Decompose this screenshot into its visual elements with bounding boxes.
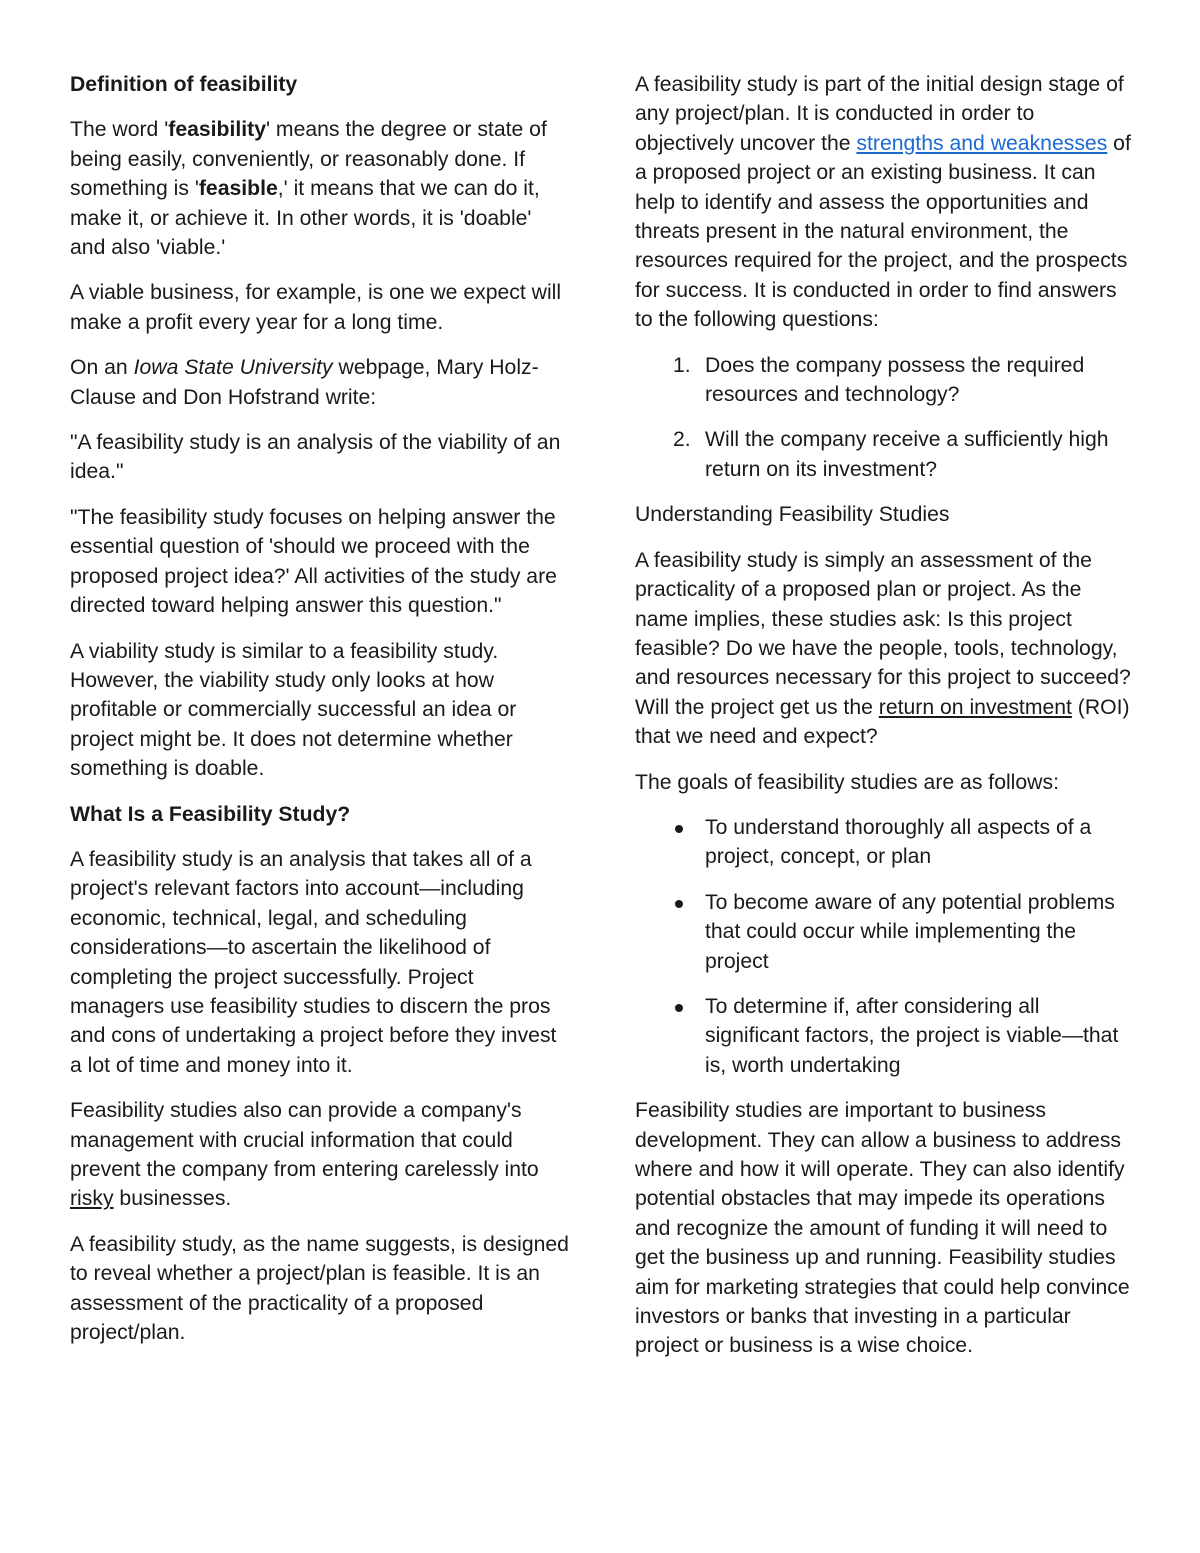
paragraph-name-suggests: A feasibility study, as the name suggests, is designed to reveal whether a project/plan is feasible. It is an assessment of the practicality of a proposed project/plan. xyxy=(70,1232,569,1345)
heading-what-is: What Is a Feasibility Study? xyxy=(70,802,351,826)
questions-list xyxy=(635,351,1135,485)
paragraph-feasibility-definition: The word 'feasibility' means the degree or state of being easily, conveniently, or reasonably done. If something is 'feasible,' it means that we can do it, make it, or achieve it. In other words, it is 'doable' and also 'viable.' xyxy=(70,118,547,260)
bullet-icon xyxy=(675,900,683,908)
italic-university-name: Iowa State University xyxy=(133,356,333,380)
left-column xyxy=(70,70,570,1363)
bold-term-feasibility: feasibility xyxy=(168,118,266,142)
bullet-icon xyxy=(675,825,683,833)
quote-analysis: "A feasibility study is an analysis of the viability of an idea." xyxy=(70,431,561,484)
bullet-icon xyxy=(675,1004,683,1012)
paragraph-goals-intro: The goals of feasibility studies are as follows: xyxy=(635,770,1059,794)
link-strengths-weaknesses[interactable]: strengths and weaknesses xyxy=(856,131,1108,155)
heading-definition: Definition of feasibility xyxy=(70,73,298,96)
goals-list xyxy=(635,813,1135,1080)
paragraph-business-development: Feasibility studies are important to business development. They can allow a business to address where and how it will operate. They can also identify potential obstacles that may impede its operations and recognize the amount of funding it will need to get the business up and running. Feasibility studies aim for marketing strategies that could help convince investors or banks that investing in a particular project or business is a wise choice. xyxy=(635,1099,1130,1358)
paragraph-analysis-factors: A feasibility study is an analysis that takes all of a project's relevant factors into account—including economic, technical, legal, and scheduling considerations—to ascertain the likelihood of completing the project successfully. Project managers use feasibility studies to discern the pros and cons of undertaking a project before they invest a lot of time and money into it. xyxy=(70,847,557,1077)
list-item: 1. Does the company possess the required resources and technology? xyxy=(673,353,1085,407)
list-item: To understand thoroughly all aspects of a project, concept, or plan xyxy=(635,813,1135,872)
paragraph-practicality: A feasibility study is simply an assessment of the practicality of a proposed plan or project. As the name implies, these studies ask: Is this project feasible? Do we have the people, tools, technology, and resources necessary for this project to succeed? Will the project get us the return on investment (ROI) that we need and expect? xyxy=(635,548,1131,749)
list-item: To become aware of any potential problems that could occur while implementing the project xyxy=(635,888,1135,976)
bold-term-feasible: feasible xyxy=(198,177,278,201)
paragraph-initial-design: A feasibility study is part of the initial design stage of any project/plan. It is conducted in order to objectively uncover the strengths and weaknesses of a proposed project or an existing business. It can help to identify and assess the opportunities and threats present in the natural environment, the resources required for the project, and the prospects for success. It is conducted in order to find answers to the following questions: xyxy=(635,73,1131,332)
quote-essential-question: "The feasibility study focuses on helping answer the essential question of 'should we proceed with the proposed project idea?' All activities of the study are directed toward helping answer this question." xyxy=(70,505,557,618)
link-risky[interactable]: risky xyxy=(70,1187,114,1211)
list-item: To determine if, after considering all significant factors, the project is viable—that is, worth undertaking xyxy=(635,992,1135,1080)
paragraph-management-info: Feasibility studies also can provide a company's management with crucial information that could prevent the company from entering carelessly into risky businesses. xyxy=(70,1099,539,1211)
paragraph-viability-study: A viability study is similar to a feasibility study. However, the viability study only looks at how profitable or commercially successful an idea or project might be. It does not determine whether something is doable. xyxy=(70,639,517,781)
link-return-on-investment[interactable]: return on investment xyxy=(878,695,1072,719)
right-column xyxy=(635,70,1135,1377)
heading-understanding: Understanding Feasibility Studies xyxy=(635,503,950,527)
paragraph-viable-business: A viable business, for example, is one we expect will make a profit every year for a long time. xyxy=(70,281,562,334)
paragraph-iowa-state: On an Iowa State University webpage, Mary Holz-Clause and Don Hofstrand write: xyxy=(70,356,539,409)
list-item: 2. Will the company receive a sufficiently high return on its investment? xyxy=(673,428,1109,481)
